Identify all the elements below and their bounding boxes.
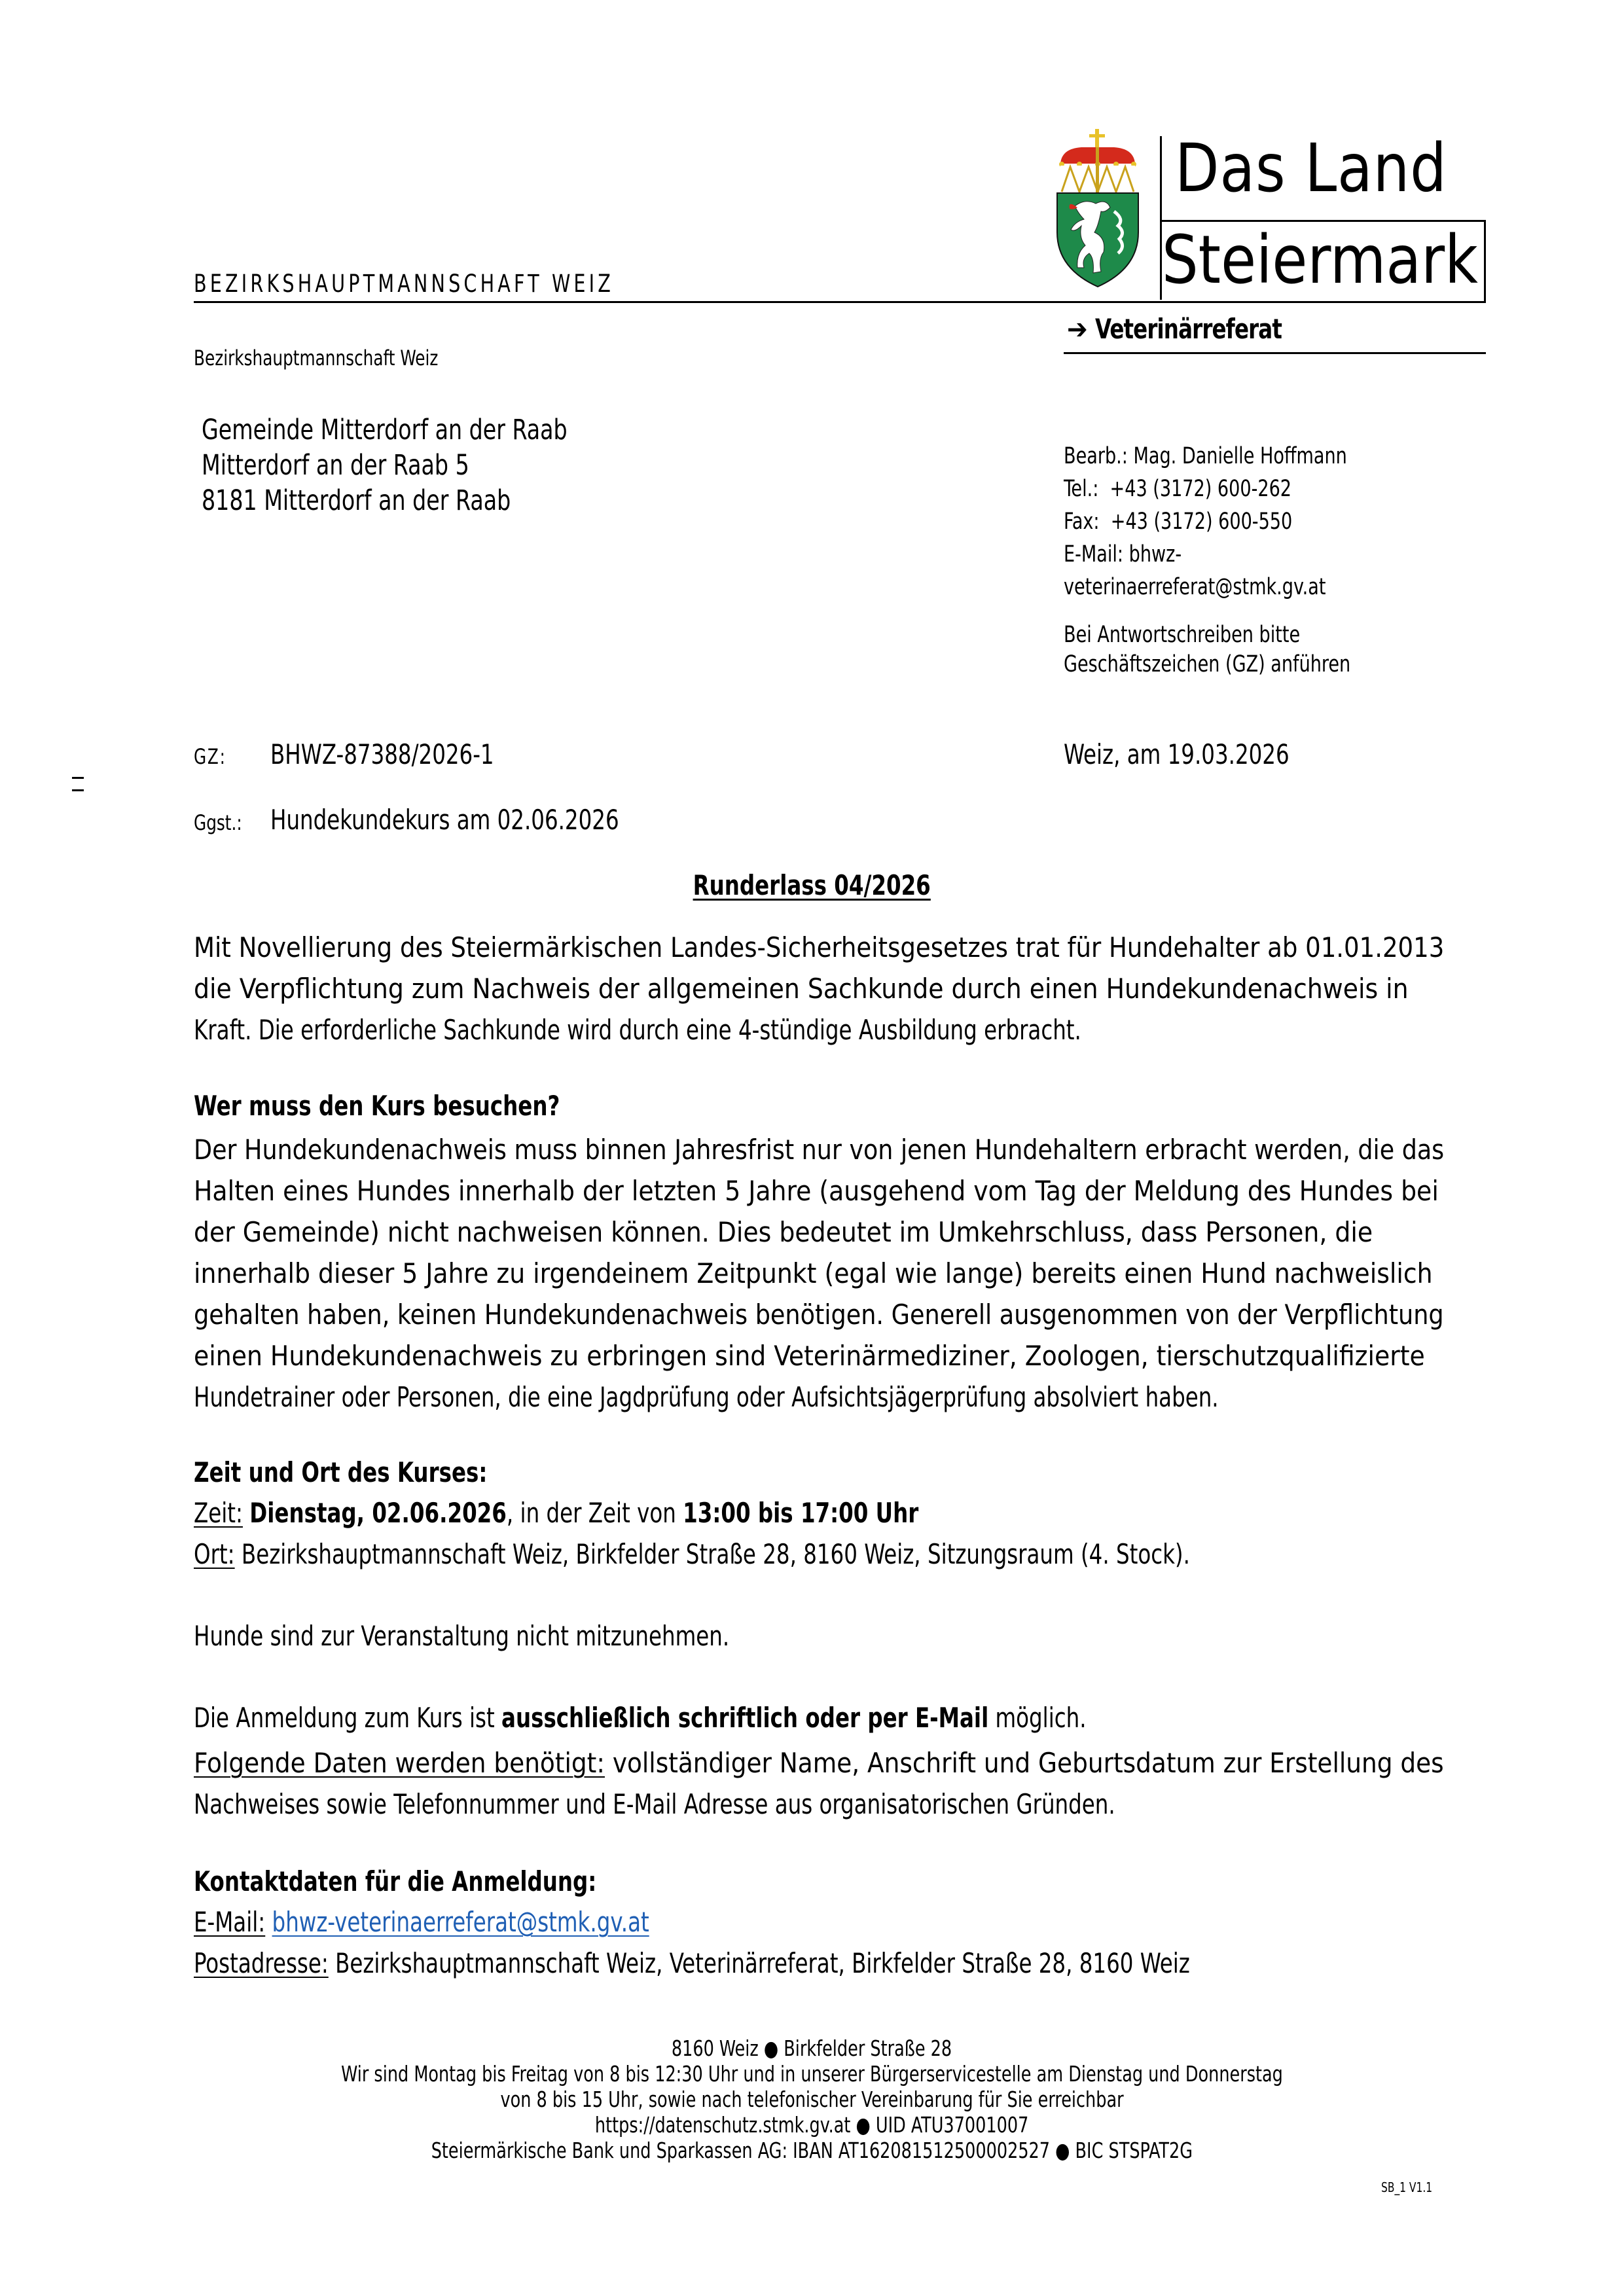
contact-block (1064, 440, 1393, 603)
phone: Tel.: +43 (3172) 600-262 (1064, 476, 1292, 502)
course-time: Zeit: Dienstag, 02.06.2026, in der Zeit von 13:00 bis 17:00 Uhr (194, 1497, 919, 1529)
recipient-line: Gemeinde Mitterdorf an der Raab (202, 414, 568, 446)
sender-return-address: Bezirkshauptmannschaft Weiz (194, 346, 439, 370)
recipient-address (202, 412, 627, 518)
recipient-line: 8181 Mitterdorf an der Raab (202, 484, 511, 517)
fold-mark (72, 769, 101, 772)
footer-address: 8160 Weiz ● Birkfelder Straße 28 (672, 2036, 952, 2061)
subject-value: Hundekundekurs am 02.06.2026 (270, 804, 619, 836)
subject-label: Ggst.: (194, 810, 242, 835)
logo-text-steiermark: Steiermark (1162, 221, 1478, 299)
email-line-1: E-Mail: bhwz- (1064, 541, 1182, 567)
department-label: ➔ Veterinärreferat (1067, 313, 1282, 345)
reply-note: Bei Antwortschreiben bitte Geschäftszeichen (GZ) anführen (1064, 622, 1351, 677)
registration-note: Die Anmeldung zum Kurs ist ausschließlich schriftlich oder per E-Mail möglich. (194, 1702, 1087, 1734)
intro-paragraph: Mit Novellierung des Steiermärkischen Landes-Sicherheitsgesetzes trat für Hundehalter ab 01.01.2013 die Verpflichtung zum Nachweis der allgemeinen Sachkunde durch einen Hundekundenachweis in Kraft. Die erforderliche Sachkunde wird durch eine 4-stündige Ausbildung erbracht. (194, 931, 1445, 1046)
arrow-right-icon: ➔ (1067, 313, 1087, 345)
who-heading: Wer muss den Kurs besuchen? (194, 1090, 560, 1122)
footer-privacy: https://datenschutz.stmk.gv.at ● UID ATU37001007 (595, 2112, 1029, 2138)
case-officer: Bearb.: Mag. Danielle Hoffmann (1064, 443, 1347, 469)
document-title: Runderlass 04/2026 (693, 869, 931, 901)
registration-email: E-Mail: bhwz-veterinaerreferat@stmk.gv.at (194, 1906, 649, 1938)
department-divider (1064, 352, 1486, 354)
email-line-2[interactable]: veterinaerreferat@stmk.gv.at (1064, 574, 1326, 600)
required-data-paragraph: Folgende Daten werden benötigt: vollständiger Name, Anschrift und Geburtsdatum zur Erstellung des Nachweises sowie Telefonnummer und E-Mail Adresse aus organisatorischen Gründen. (194, 1747, 1444, 1820)
email-link[interactable]: bhwz-veterinaerreferat@stmk.gv.at (272, 1906, 649, 1938)
footer (0, 2036, 1624, 2163)
footer-hours: Wir sind Montag bis Freitag von 8 bis 12:30 Uhr und in unserer Bürgerservicestelle am Dienstag und Donnerstag (341, 2061, 1283, 2087)
gz-value: BHWZ-87388/2026-1 (270, 738, 494, 770)
organization-title: BEZIRKSHAUPTMANNSCHAFT WEIZ (194, 270, 615, 298)
gz-label: GZ: (194, 744, 226, 769)
course-location: Ort: Bezirkshauptmannschaft Weiz, Birkfelder Straße 28, 8160 Weiz, Sitzungsraum (4. Stock). (194, 1538, 1190, 1570)
fax: Fax: +43 (3172) 600-550 (1064, 509, 1293, 535)
logo-text-das-land: Das Land (1175, 130, 1447, 207)
postal-address: Postadresse: Bezirkshauptmannschaft Weiz, Veterinärreferat, Birkfelder Straße 28, 8160 Weiz (194, 1947, 1190, 1979)
contact-heading: Kontaktdaten für die Anmeldung: (194, 1865, 597, 1897)
footer-bank: Steiermärkische Bank und Sparkassen AG: IBAN AT162081512500002527 ● BIC STSPAT2G (431, 2138, 1193, 2163)
styrian-panther-crest-icon (1055, 128, 1140, 288)
dogs-note: Hunde sind zur Veranstaltung nicht mitzunehmen. (194, 1620, 730, 1652)
form-version: SB_1 V1.1 (1381, 2179, 1433, 2195)
time-place-heading: Zeit und Ort des Kurses: (194, 1456, 488, 1488)
who-paragraph: Der Hundekundenachweis muss binnen Jahresfrist nur von jenen Hundehaltern erbracht werden, die das Halten eines Hundes innerhalb der letzten 5 Jahre (ausgehend vom Tag der Meldung des Hundes bei der Gemeinde) nicht nachweisen können. Dies bedeutet im Umkehrschluss, dass Personen, die innerhalb dieser 5 Jahre zu irgendeinem Zeitpunkt (egal wie lange) bereits einen Hund nachweislich gehalten haben, keinen Hundekundenachweis benötigen. Generell ausgenommen von der Verpflichtung einen Hundekundenachweis zu erbringen sind Veterinärmediziner, Zoologen, tierschutzqualifizierte Hundetrainer oder Personen, die eine Jagdprüfung oder Aufsichtsjägerprüfung absolviert haben. (194, 1134, 1445, 1413)
recipient-line: Mitterdorf an der Raab 5 (202, 449, 469, 482)
letter-date: Weiz, am 19.03.2026 (1064, 738, 1290, 770)
footer-hours-cont: von 8 bis 15 Uhr, sowie nach telefonischer Vereinbarung für Sie erreichbar (500, 2087, 1124, 2112)
